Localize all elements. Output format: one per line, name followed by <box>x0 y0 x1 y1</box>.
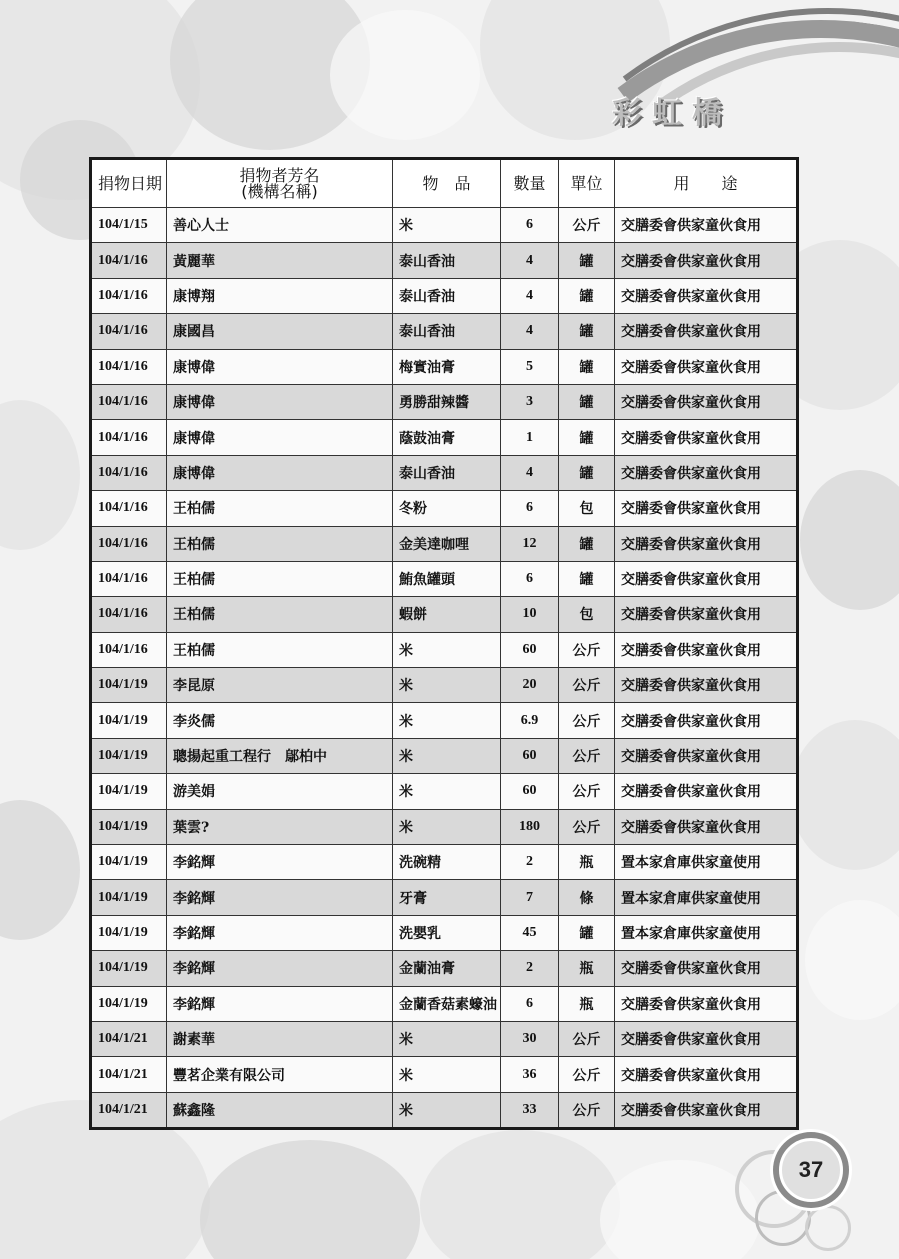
cell-donor: 李銘輝 <box>167 986 393 1021</box>
table-row <box>91 703 798 738</box>
cell-unit: 罐 <box>559 243 615 278</box>
cell-unit: 瓶 <box>559 951 615 986</box>
cell-date: 104/1/16 <box>91 420 167 455</box>
cell-date: 104/1/21 <box>91 1057 167 1092</box>
donation-table <box>89 157 799 1130</box>
cell-qty: 1 <box>501 420 559 455</box>
cell-donor: 康博偉 <box>167 384 393 419</box>
table-row <box>91 384 798 419</box>
table-row <box>91 668 798 703</box>
page-number: 37 <box>779 1138 843 1202</box>
cell-unit: 罐 <box>559 915 615 950</box>
cell-donor: 康國昌 <box>167 314 393 349</box>
cell-qty: 60 <box>501 774 559 809</box>
table-row <box>91 774 798 809</box>
cell-qty: 4 <box>501 243 559 278</box>
cell-unit: 公斤 <box>559 1021 615 1056</box>
header-qty: 數量 <box>501 159 559 208</box>
table-row <box>91 1057 798 1092</box>
cell-purpose: 交膳委會供家童伙食用 <box>615 243 798 278</box>
cell-unit: 公斤 <box>559 632 615 667</box>
cell-donor: 康博偉 <box>167 420 393 455</box>
cell-donor: 王柏儒 <box>167 561 393 596</box>
cell-date: 104/1/19 <box>91 668 167 703</box>
cell-date: 104/1/16 <box>91 384 167 419</box>
cell-item: 米 <box>393 1057 501 1092</box>
cell-item: 梅實油膏 <box>393 349 501 384</box>
cell-unit: 罐 <box>559 349 615 384</box>
cell-unit: 條 <box>559 880 615 915</box>
cell-qty: 3 <box>501 384 559 419</box>
cell-qty: 180 <box>501 809 559 844</box>
cell-unit: 瓶 <box>559 845 615 880</box>
cell-purpose: 交膳委會供家童伙食用 <box>615 1021 798 1056</box>
cell-date: 104/1/16 <box>91 314 167 349</box>
cell-date: 104/1/16 <box>91 632 167 667</box>
cell-date: 104/1/16 <box>91 561 167 596</box>
cell-purpose: 置本家倉庫供家童使用 <box>615 880 798 915</box>
cell-donor: 李銘輝 <box>167 915 393 950</box>
cell-unit: 罐 <box>559 526 615 561</box>
cell-item: 米 <box>393 1021 501 1056</box>
cell-item: 米 <box>393 632 501 667</box>
table-row <box>91 561 798 596</box>
cell-purpose: 交膳委會供家童伙食用 <box>615 809 798 844</box>
cell-donor: 聰揚起重工程行 鄔柏中 <box>167 738 393 773</box>
cell-date: 104/1/16 <box>91 243 167 278</box>
cell-date: 104/1/19 <box>91 738 167 773</box>
cell-date: 104/1/19 <box>91 774 167 809</box>
table-row <box>91 208 798 243</box>
cell-purpose: 交膳委會供家童伙食用 <box>615 703 798 738</box>
cell-qty: 30 <box>501 1021 559 1056</box>
cell-donor: 王柏儒 <box>167 491 393 526</box>
cell-qty: 7 <box>501 880 559 915</box>
cell-date: 104/1/16 <box>91 491 167 526</box>
cell-purpose: 交膳委會供家童伙食用 <box>615 738 798 773</box>
cell-unit: 罐 <box>559 278 615 313</box>
cell-donor: 李昆原 <box>167 668 393 703</box>
cell-donor: 游美娟 <box>167 774 393 809</box>
cell-date: 104/1/19 <box>91 809 167 844</box>
cell-item: 洗碗精 <box>393 845 501 880</box>
cell-date: 104/1/16 <box>91 597 167 632</box>
table-row <box>91 632 798 667</box>
cell-qty: 2 <box>501 951 559 986</box>
cell-qty: 12 <box>501 526 559 561</box>
header-item: 物 品 <box>393 159 501 208</box>
cell-unit: 公斤 <box>559 1092 615 1128</box>
cell-purpose: 交膳委會供家童伙食用 <box>615 986 798 1021</box>
cell-item: 金蘭油膏 <box>393 951 501 986</box>
cell-purpose: 交膳委會供家童伙食用 <box>615 561 798 596</box>
cell-unit: 包 <box>559 491 615 526</box>
cell-purpose: 交膳委會供家童伙食用 <box>615 420 798 455</box>
table-row <box>91 738 798 773</box>
table-row <box>91 597 798 632</box>
header-unit: 單位 <box>559 159 615 208</box>
cell-item: 米 <box>393 208 501 243</box>
cell-item: 米 <box>393 1092 501 1128</box>
cell-donor: 康博翔 <box>167 278 393 313</box>
table-row <box>91 809 798 844</box>
cell-donor: 豐茗企業有限公司 <box>167 1057 393 1092</box>
cell-date: 104/1/21 <box>91 1021 167 1056</box>
cell-item: 金蘭香菇素蠔油 <box>393 986 501 1021</box>
cell-qty: 36 <box>501 1057 559 1092</box>
cell-unit: 罐 <box>559 455 615 490</box>
cell-qty: 4 <box>501 455 559 490</box>
cell-date: 104/1/16 <box>91 278 167 313</box>
cell-item: 泰山香油 <box>393 314 501 349</box>
cell-qty: 33 <box>501 1092 559 1128</box>
cell-purpose: 交膳委會供家童伙食用 <box>615 1057 798 1092</box>
cell-item: 米 <box>393 703 501 738</box>
cell-purpose: 交膳委會供家童伙食用 <box>615 597 798 632</box>
cell-qty: 60 <box>501 738 559 773</box>
cell-item: 冬粉 <box>393 491 501 526</box>
cell-item: 泰山香油 <box>393 278 501 313</box>
cell-donor: 蘇鑫隆 <box>167 1092 393 1128</box>
cell-unit: 罐 <box>559 384 615 419</box>
cell-date: 104/1/19 <box>91 880 167 915</box>
cell-item: 米 <box>393 809 501 844</box>
cell-date: 104/1/19 <box>91 986 167 1021</box>
cell-unit: 公斤 <box>559 738 615 773</box>
cell-donor: 李炎儒 <box>167 703 393 738</box>
cell-date: 104/1/15 <box>91 208 167 243</box>
cell-unit: 公斤 <box>559 809 615 844</box>
cell-item: 蝦餅 <box>393 597 501 632</box>
cell-date: 104/1/16 <box>91 526 167 561</box>
table-row <box>91 986 798 1021</box>
cell-purpose: 交膳委會供家童伙食用 <box>615 632 798 667</box>
cell-purpose: 置本家倉庫供家童使用 <box>615 915 798 950</box>
cell-donor: 李銘輝 <box>167 951 393 986</box>
cell-donor: 李銘輝 <box>167 845 393 880</box>
cell-item: 勇勝甜辣醬 <box>393 384 501 419</box>
cell-qty: 60 <box>501 632 559 667</box>
cell-qty: 6.9 <box>501 703 559 738</box>
header-donor <box>167 159 393 208</box>
cell-donor: 謝素華 <box>167 1021 393 1056</box>
cell-purpose: 交膳委會供家童伙食用 <box>615 314 798 349</box>
cell-unit: 公斤 <box>559 774 615 809</box>
table-row <box>91 1021 798 1056</box>
cell-purpose: 交膳委會供家童伙食用 <box>615 349 798 384</box>
cell-item: 鮪魚罐頭 <box>393 561 501 596</box>
cell-qty: 10 <box>501 597 559 632</box>
cell-donor: 康博偉 <box>167 455 393 490</box>
table-row <box>91 845 798 880</box>
header-purpose: 用 途 <box>615 159 798 208</box>
table-row <box>91 455 798 490</box>
cell-item: 蔭鼓油膏 <box>393 420 501 455</box>
brand-title: 彩虹橋 <box>612 96 732 131</box>
cell-purpose: 交膳委會供家童伙食用 <box>615 278 798 313</box>
cell-qty: 6 <box>501 491 559 526</box>
cell-qty: 6 <box>501 208 559 243</box>
cell-purpose: 交膳委會供家童伙食用 <box>615 668 798 703</box>
header-donor-line1: 捐物者芳名 <box>239 165 320 185</box>
cell-qty: 5 <box>501 349 559 384</box>
table-row <box>91 420 798 455</box>
cell-donor: 康博偉 <box>167 349 393 384</box>
cell-item: 牙膏 <box>393 880 501 915</box>
table-row <box>91 349 798 384</box>
cell-purpose: 交膳委會供家童伙食用 <box>615 491 798 526</box>
table-row <box>91 915 798 950</box>
cell-purpose: 置本家倉庫供家童使用 <box>615 845 798 880</box>
cell-donor: 王柏儒 <box>167 597 393 632</box>
cell-date: 104/1/16 <box>91 455 167 490</box>
table-header-row <box>91 159 798 208</box>
cell-qty: 20 <box>501 668 559 703</box>
cell-item: 米 <box>393 668 501 703</box>
cell-purpose: 交膳委會供家童伙食用 <box>615 1092 798 1128</box>
cell-unit: 公斤 <box>559 1057 615 1092</box>
cell-unit: 包 <box>559 597 615 632</box>
cell-item: 洗嬰乳 <box>393 915 501 950</box>
cell-purpose: 交膳委會供家童伙食用 <box>615 526 798 561</box>
table-row <box>91 314 798 349</box>
cell-unit: 罐 <box>559 314 615 349</box>
cell-unit: 公斤 <box>559 703 615 738</box>
table-row <box>91 243 798 278</box>
cell-purpose: 交膳委會供家童伙食用 <box>615 951 798 986</box>
cell-item: 金美達咖哩 <box>393 526 501 561</box>
cell-unit: 瓶 <box>559 986 615 1021</box>
cell-item: 泰山香油 <box>393 243 501 278</box>
cell-item: 米 <box>393 774 501 809</box>
cell-date: 104/1/19 <box>91 703 167 738</box>
cell-unit: 罐 <box>559 561 615 596</box>
cell-donor: 善心人士 <box>167 208 393 243</box>
cell-qty: 4 <box>501 314 559 349</box>
cell-date: 104/1/16 <box>91 349 167 384</box>
cell-qty: 45 <box>501 915 559 950</box>
table-row <box>91 278 798 313</box>
page-number-badge <box>735 1120 885 1255</box>
header-donor-line2: (機構名稱) <box>241 181 318 201</box>
cell-qty: 6 <box>501 561 559 596</box>
cell-qty: 6 <box>501 986 559 1021</box>
cell-donor: 王柏儒 <box>167 526 393 561</box>
cell-date: 104/1/19 <box>91 951 167 986</box>
table-row <box>91 526 798 561</box>
cell-qty: 2 <box>501 845 559 880</box>
cell-donor: 李銘輝 <box>167 880 393 915</box>
cell-unit: 罐 <box>559 420 615 455</box>
cell-purpose: 交膳委會供家童伙食用 <box>615 455 798 490</box>
cell-donor: 黃麗華 <box>167 243 393 278</box>
cell-unit: 公斤 <box>559 668 615 703</box>
cell-donor: 王柏儒 <box>167 632 393 667</box>
cell-donor: 葉雲? <box>167 809 393 844</box>
table-row <box>91 951 798 986</box>
cell-purpose: 交膳委會供家童伙食用 <box>615 774 798 809</box>
table-row <box>91 880 798 915</box>
table-row <box>91 1092 798 1128</box>
header-date: 捐物日期 <box>91 159 167 208</box>
cell-date: 104/1/21 <box>91 1092 167 1128</box>
cell-item: 泰山香油 <box>393 455 501 490</box>
cell-purpose: 交膳委會供家童伙食用 <box>615 208 798 243</box>
cell-date: 104/1/19 <box>91 915 167 950</box>
cell-unit: 公斤 <box>559 208 615 243</box>
table-row <box>91 491 798 526</box>
cell-purpose: 交膳委會供家童伙食用 <box>615 384 798 419</box>
cell-date: 104/1/19 <box>91 845 167 880</box>
cell-qty: 4 <box>501 278 559 313</box>
cell-item: 米 <box>393 738 501 773</box>
